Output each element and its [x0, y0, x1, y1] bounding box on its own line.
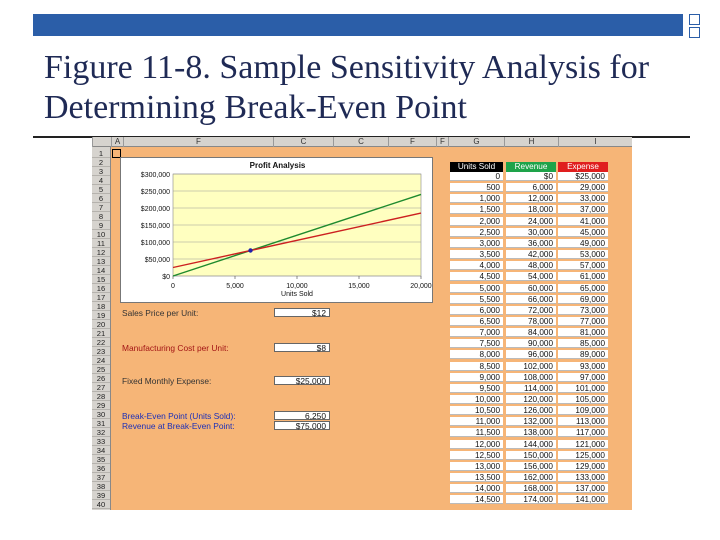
- row-header[interactable]: 13: [92, 257, 110, 266]
- y-tick-label: $0: [162, 274, 170, 281]
- table-row: [450, 261, 608, 270]
- units-sold-cell[interactable]: 2,500: [450, 228, 503, 237]
- slide-title: Figure 11-8. Sample Sensitivity Analysis for Determining Break-Even Point: [44, 49, 650, 126]
- expense-cell[interactable]: 133,000: [558, 473, 608, 482]
- units-sold-cell[interactable]: 7,500: [450, 339, 503, 348]
- row-header[interactable]: 15: [92, 275, 110, 284]
- revenue-cell[interactable]: 60,000: [506, 284, 556, 293]
- expense-cell[interactable]: 69,000: [558, 295, 608, 304]
- column-header[interactable]: F: [436, 137, 448, 147]
- row-header[interactable]: 3: [92, 167, 110, 176]
- revenue-cell[interactable]: 174,000: [506, 495, 556, 504]
- units-sold-cell[interactable]: 1,500: [450, 205, 503, 214]
- revenue-cell[interactable]: 24,000: [506, 217, 556, 226]
- revenue-cell[interactable]: $0: [506, 172, 556, 181]
- revenue-header[interactable]: Revenue: [506, 162, 556, 172]
- y-tick-label: $300,000: [140, 172, 170, 179]
- revenue-cell[interactable]: 54,000: [506, 272, 556, 281]
- revenue-cell[interactable]: 114,000: [506, 384, 556, 393]
- row-header[interactable]: 21: [92, 329, 110, 338]
- row-header[interactable]: 29: [92, 401, 110, 410]
- chart-title: Profit Analysis: [249, 161, 306, 170]
- sales-price-cell[interactable]: $12: [274, 308, 330, 317]
- table-row: [450, 350, 608, 359]
- x-axis-label: Units Sold: [281, 291, 313, 298]
- row-header[interactable]: 30: [92, 410, 110, 419]
- revenue-cell[interactable]: 72,000: [506, 306, 556, 315]
- y-tick-label: $150,000: [140, 223, 170, 230]
- fixed-expense-cell[interactable]: $25,000: [274, 376, 330, 385]
- row-header[interactable]: 19: [92, 311, 110, 320]
- expense-cell[interactable]: 29,000: [558, 183, 608, 192]
- units-sold-cell[interactable]: 13,000: [450, 462, 503, 471]
- expense-cell[interactable]: 89,000: [558, 350, 608, 359]
- revenue-cell[interactable]: 102,000: [506, 362, 556, 371]
- break-even-revenue-label: Revenue at Break-Even Point:: [122, 421, 235, 431]
- row-header[interactable]: 17: [92, 293, 110, 302]
- table-row: [450, 239, 608, 248]
- table-row: [450, 417, 608, 426]
- revenue-cell[interactable]: 78,000: [506, 317, 556, 326]
- revenue-cell[interactable]: 126,000: [506, 406, 556, 415]
- table-row: [450, 217, 608, 226]
- break-even-units-cell[interactable]: 6,250: [274, 411, 330, 420]
- decoration-square: [689, 27, 700, 38]
- y-tick-label: $100,000: [140, 240, 170, 247]
- row-header-bar: [92, 147, 111, 510]
- table-row: [450, 328, 608, 337]
- row-header[interactable]: 25: [92, 365, 110, 374]
- table-row: [450, 484, 608, 493]
- table-row: [450, 395, 608, 404]
- row-header[interactable]: 5: [92, 185, 110, 194]
- column-header-a[interactable]: A: [111, 137, 123, 147]
- break-even-revenue-cell[interactable]: $75,000: [274, 421, 330, 430]
- x-tick-label: 5,000: [226, 283, 244, 290]
- row-header[interactable]: 4: [92, 176, 110, 185]
- revenue-cell[interactable]: 108,000: [506, 373, 556, 382]
- table-row: [450, 272, 608, 281]
- units-sold-cell[interactable]: 10,000: [450, 395, 503, 404]
- table-row: [450, 295, 608, 304]
- expense-cell[interactable]: 37,000: [558, 205, 608, 214]
- units-sold-cell[interactable]: 14,000: [450, 484, 503, 493]
- column-header-h[interactable]: H: [504, 137, 558, 147]
- row-header[interactable]: 9: [92, 221, 110, 230]
- expense-cell[interactable]: 113,000: [558, 417, 608, 426]
- units-sold-cell[interactable]: 10,500: [450, 406, 503, 415]
- units-sold-cell[interactable]: 4,000: [450, 261, 503, 270]
- table-row: [450, 250, 608, 259]
- row-header[interactable]: 6: [92, 194, 110, 203]
- revenue-cell[interactable]: 12,000: [506, 194, 556, 203]
- column-header-bar: [92, 137, 632, 147]
- revenue-cell[interactable]: 36,000: [506, 239, 556, 248]
- row-header[interactable]: 2: [92, 158, 110, 167]
- table-row: [450, 462, 608, 471]
- revenue-cell[interactable]: 6,000: [506, 183, 556, 192]
- table-row: [450, 306, 608, 315]
- row-header[interactable]: 20: [92, 320, 110, 329]
- expense-cell[interactable]: 117,000: [558, 428, 608, 437]
- units-sold-cell[interactable]: 4,500: [450, 272, 503, 281]
- row-header[interactable]: 10: [92, 230, 110, 239]
- table-row: [450, 317, 608, 326]
- expense-header[interactable]: Expense: [558, 162, 608, 172]
- row-header[interactable]: 33: [92, 437, 110, 446]
- table-row: [450, 440, 608, 449]
- units-sold-cell[interactable]: 5,000: [450, 284, 503, 293]
- row-header[interactable]: 11: [92, 239, 110, 248]
- row-header[interactable]: 1: [92, 149, 110, 158]
- units-sold-cell[interactable]: 3,000: [450, 239, 503, 248]
- expense-cell[interactable]: 141,000: [558, 495, 608, 504]
- revenue-cell[interactable]: 156,000: [506, 462, 556, 471]
- column-header-g[interactable]: G: [448, 137, 504, 147]
- units-sold-cell[interactable]: 12,500: [450, 451, 503, 460]
- row-header[interactable]: 7: [92, 203, 110, 212]
- expense-cell[interactable]: 49,000: [558, 239, 608, 248]
- revenue-cell[interactable]: 168,000: [506, 484, 556, 493]
- row-header[interactable]: 37: [92, 473, 110, 482]
- column-header[interactable]: F: [123, 137, 273, 147]
- table-row: [450, 362, 608, 371]
- row-header[interactable]: 12: [92, 248, 110, 257]
- table-row: [450, 339, 608, 348]
- x-tick-label: 10,000: [286, 283, 308, 290]
- table-row: [450, 384, 608, 393]
- revenue-cell[interactable]: 30,000: [506, 228, 556, 237]
- units-sold-cell[interactable]: 3,500: [450, 250, 503, 259]
- expense-cell[interactable]: 93,000: [558, 362, 608, 371]
- row-header[interactable]: 35: [92, 455, 110, 464]
- revenue-cell[interactable]: 162,000: [506, 473, 556, 482]
- table-row: [450, 205, 608, 214]
- row-header[interactable]: 38: [92, 482, 110, 491]
- table-row: [450, 172, 608, 181]
- mfg-cost-cell[interactable]: $8: [274, 343, 330, 352]
- units-sold-cell[interactable]: 12,000: [450, 440, 503, 449]
- row-header[interactable]: 36: [92, 464, 110, 473]
- expense-cell[interactable]: 41,000: [558, 217, 608, 226]
- expense-cell[interactable]: 73,000: [558, 306, 608, 315]
- row-header[interactable]: 27: [92, 383, 110, 392]
- units-sold-cell[interactable]: 1,000: [450, 194, 503, 203]
- break-even-units-label: Break-Even Point (Units Sold):: [122, 411, 236, 421]
- revenue-cell[interactable]: 132,000: [506, 417, 556, 426]
- expense-cell[interactable]: 65,000: [558, 284, 608, 293]
- y-tick-label: $200,000: [140, 206, 170, 213]
- column-header[interactable]: C: [333, 137, 388, 147]
- revenue-cell[interactable]: 66,000: [506, 295, 556, 304]
- y-tick-label: $250,000: [140, 189, 170, 196]
- revenue-cell[interactable]: 48,000: [506, 261, 556, 270]
- row-header[interactable]: 26: [92, 374, 110, 383]
- expense-cell[interactable]: 77,000: [558, 317, 608, 326]
- row-header[interactable]: 22: [92, 338, 110, 347]
- units-sold-cell[interactable]: 11,500: [450, 428, 503, 437]
- revenue-cell[interactable]: 138,000: [506, 428, 556, 437]
- revenue-cell[interactable]: 42,000: [506, 250, 556, 259]
- expense-cell[interactable]: 125,000: [558, 451, 608, 460]
- title-decoration-bar: [33, 14, 683, 36]
- row-header[interactable]: 28: [92, 392, 110, 401]
- table-row: [450, 228, 608, 237]
- units-sold-cell[interactable]: 9,500: [450, 384, 503, 393]
- mfg-cost-label: Manufacturing Cost per Unit:: [122, 343, 229, 353]
- revenue-cell[interactable]: 84,000: [506, 328, 556, 337]
- expense-cell[interactable]: 129,000: [558, 462, 608, 471]
- table-row: [450, 495, 608, 504]
- revenue-cell[interactable]: 150,000: [506, 451, 556, 460]
- units-sold-cell[interactable]: 11,000: [450, 417, 503, 426]
- sales-price-label: Sales Price per Unit:: [122, 308, 199, 318]
- units-sold-cell[interactable]: 8,000: [450, 350, 503, 359]
- table-row: [450, 473, 608, 482]
- fixed-expense-label: Fixed Monthly Expense:: [122, 376, 212, 386]
- column-header[interactable]: C: [273, 137, 333, 147]
- break-even-marker: [248, 248, 252, 252]
- revenue-cell[interactable]: 144,000: [506, 440, 556, 449]
- revenue-cell[interactable]: 120,000: [506, 395, 556, 404]
- table-row: [450, 428, 608, 437]
- units-sold-cell[interactable]: 500: [450, 183, 503, 192]
- row-header[interactable]: 14: [92, 266, 110, 275]
- x-tick-label: 15,000: [348, 283, 370, 290]
- table-header-row: [450, 162, 608, 172]
- decoration-square: [689, 14, 700, 25]
- expense-cell[interactable]: 109,000: [558, 406, 608, 415]
- units-sold-cell[interactable]: 0: [450, 172, 503, 181]
- table-row: [450, 373, 608, 382]
- x-tick-label: 20,000: [410, 283, 432, 290]
- units-sold-cell[interactable]: 9,000: [450, 373, 503, 382]
- revenue-cell[interactable]: 18,000: [506, 205, 556, 214]
- row-header[interactable]: 23: [92, 347, 110, 356]
- chart-canvas: [121, 158, 434, 304]
- expense-cell[interactable]: 105,000: [558, 395, 608, 404]
- expense-cell[interactable]: $25,000: [558, 172, 608, 181]
- expense-cell[interactable]: 57,000: [558, 261, 608, 270]
- row-header[interactable]: 32: [92, 428, 110, 437]
- row-header[interactable]: 31: [92, 419, 110, 428]
- units-sold-cell[interactable]: 13,500: [450, 473, 503, 482]
- column-header-i[interactable]: I: [558, 137, 632, 147]
- table-row: [450, 406, 608, 415]
- row-header[interactable]: 18: [92, 302, 110, 311]
- units-sold-cell[interactable]: 14,500: [450, 495, 503, 504]
- units-sold-cell[interactable]: 5,500: [450, 295, 503, 304]
- expense-cell[interactable]: 53,000: [558, 250, 608, 259]
- table-row: [450, 194, 608, 203]
- units-sold-cell[interactable]: 6,000: [450, 306, 503, 315]
- expense-cell[interactable]: 61,000: [558, 272, 608, 281]
- expense-cell[interactable]: 121,000: [558, 440, 608, 449]
- row-header[interactable]: 16: [92, 284, 110, 293]
- expense-cell[interactable]: 97,000: [558, 373, 608, 382]
- expense-cell[interactable]: 33,000: [558, 194, 608, 203]
- units-sold-cell[interactable]: 8,500: [450, 362, 503, 371]
- row-header[interactable]: 34: [92, 446, 110, 455]
- units-sold-cell[interactable]: 7,000: [450, 328, 503, 337]
- expense-cell[interactable]: 85,000: [558, 339, 608, 348]
- table-row: [450, 183, 608, 192]
- row-header[interactable]: 24: [92, 356, 110, 365]
- profit-analysis-chart[interactable]: [120, 157, 433, 303]
- y-tick-label: $50,000: [144, 257, 170, 264]
- revenue-cell[interactable]: 90,000: [506, 339, 556, 348]
- x-tick-label: 0: [171, 283, 175, 290]
- expense-cell[interactable]: 81,000: [558, 328, 608, 337]
- revenue-cell[interactable]: 96,000: [506, 350, 556, 359]
- expense-cell[interactable]: 45,000: [558, 228, 608, 237]
- expense-cell[interactable]: 101,000: [558, 384, 608, 393]
- spreadsheet: [92, 137, 632, 510]
- units-sold-header[interactable]: Units Sold: [450, 162, 503, 172]
- table-row: [450, 451, 608, 460]
- units-sold-cell[interactable]: 6,500: [450, 317, 503, 326]
- expense-cell[interactable]: 137,000: [558, 484, 608, 493]
- row-header[interactable]: 8: [92, 212, 110, 221]
- units-sold-cell[interactable]: 2,000: [450, 217, 503, 226]
- column-header[interactable]: F: [388, 137, 436, 147]
- row-header[interactable]: 40: [92, 500, 110, 509]
- row-header[interactable]: 39: [92, 491, 110, 500]
- corner-cell[interactable]: [92, 137, 111, 147]
- table-row: [450, 284, 608, 293]
